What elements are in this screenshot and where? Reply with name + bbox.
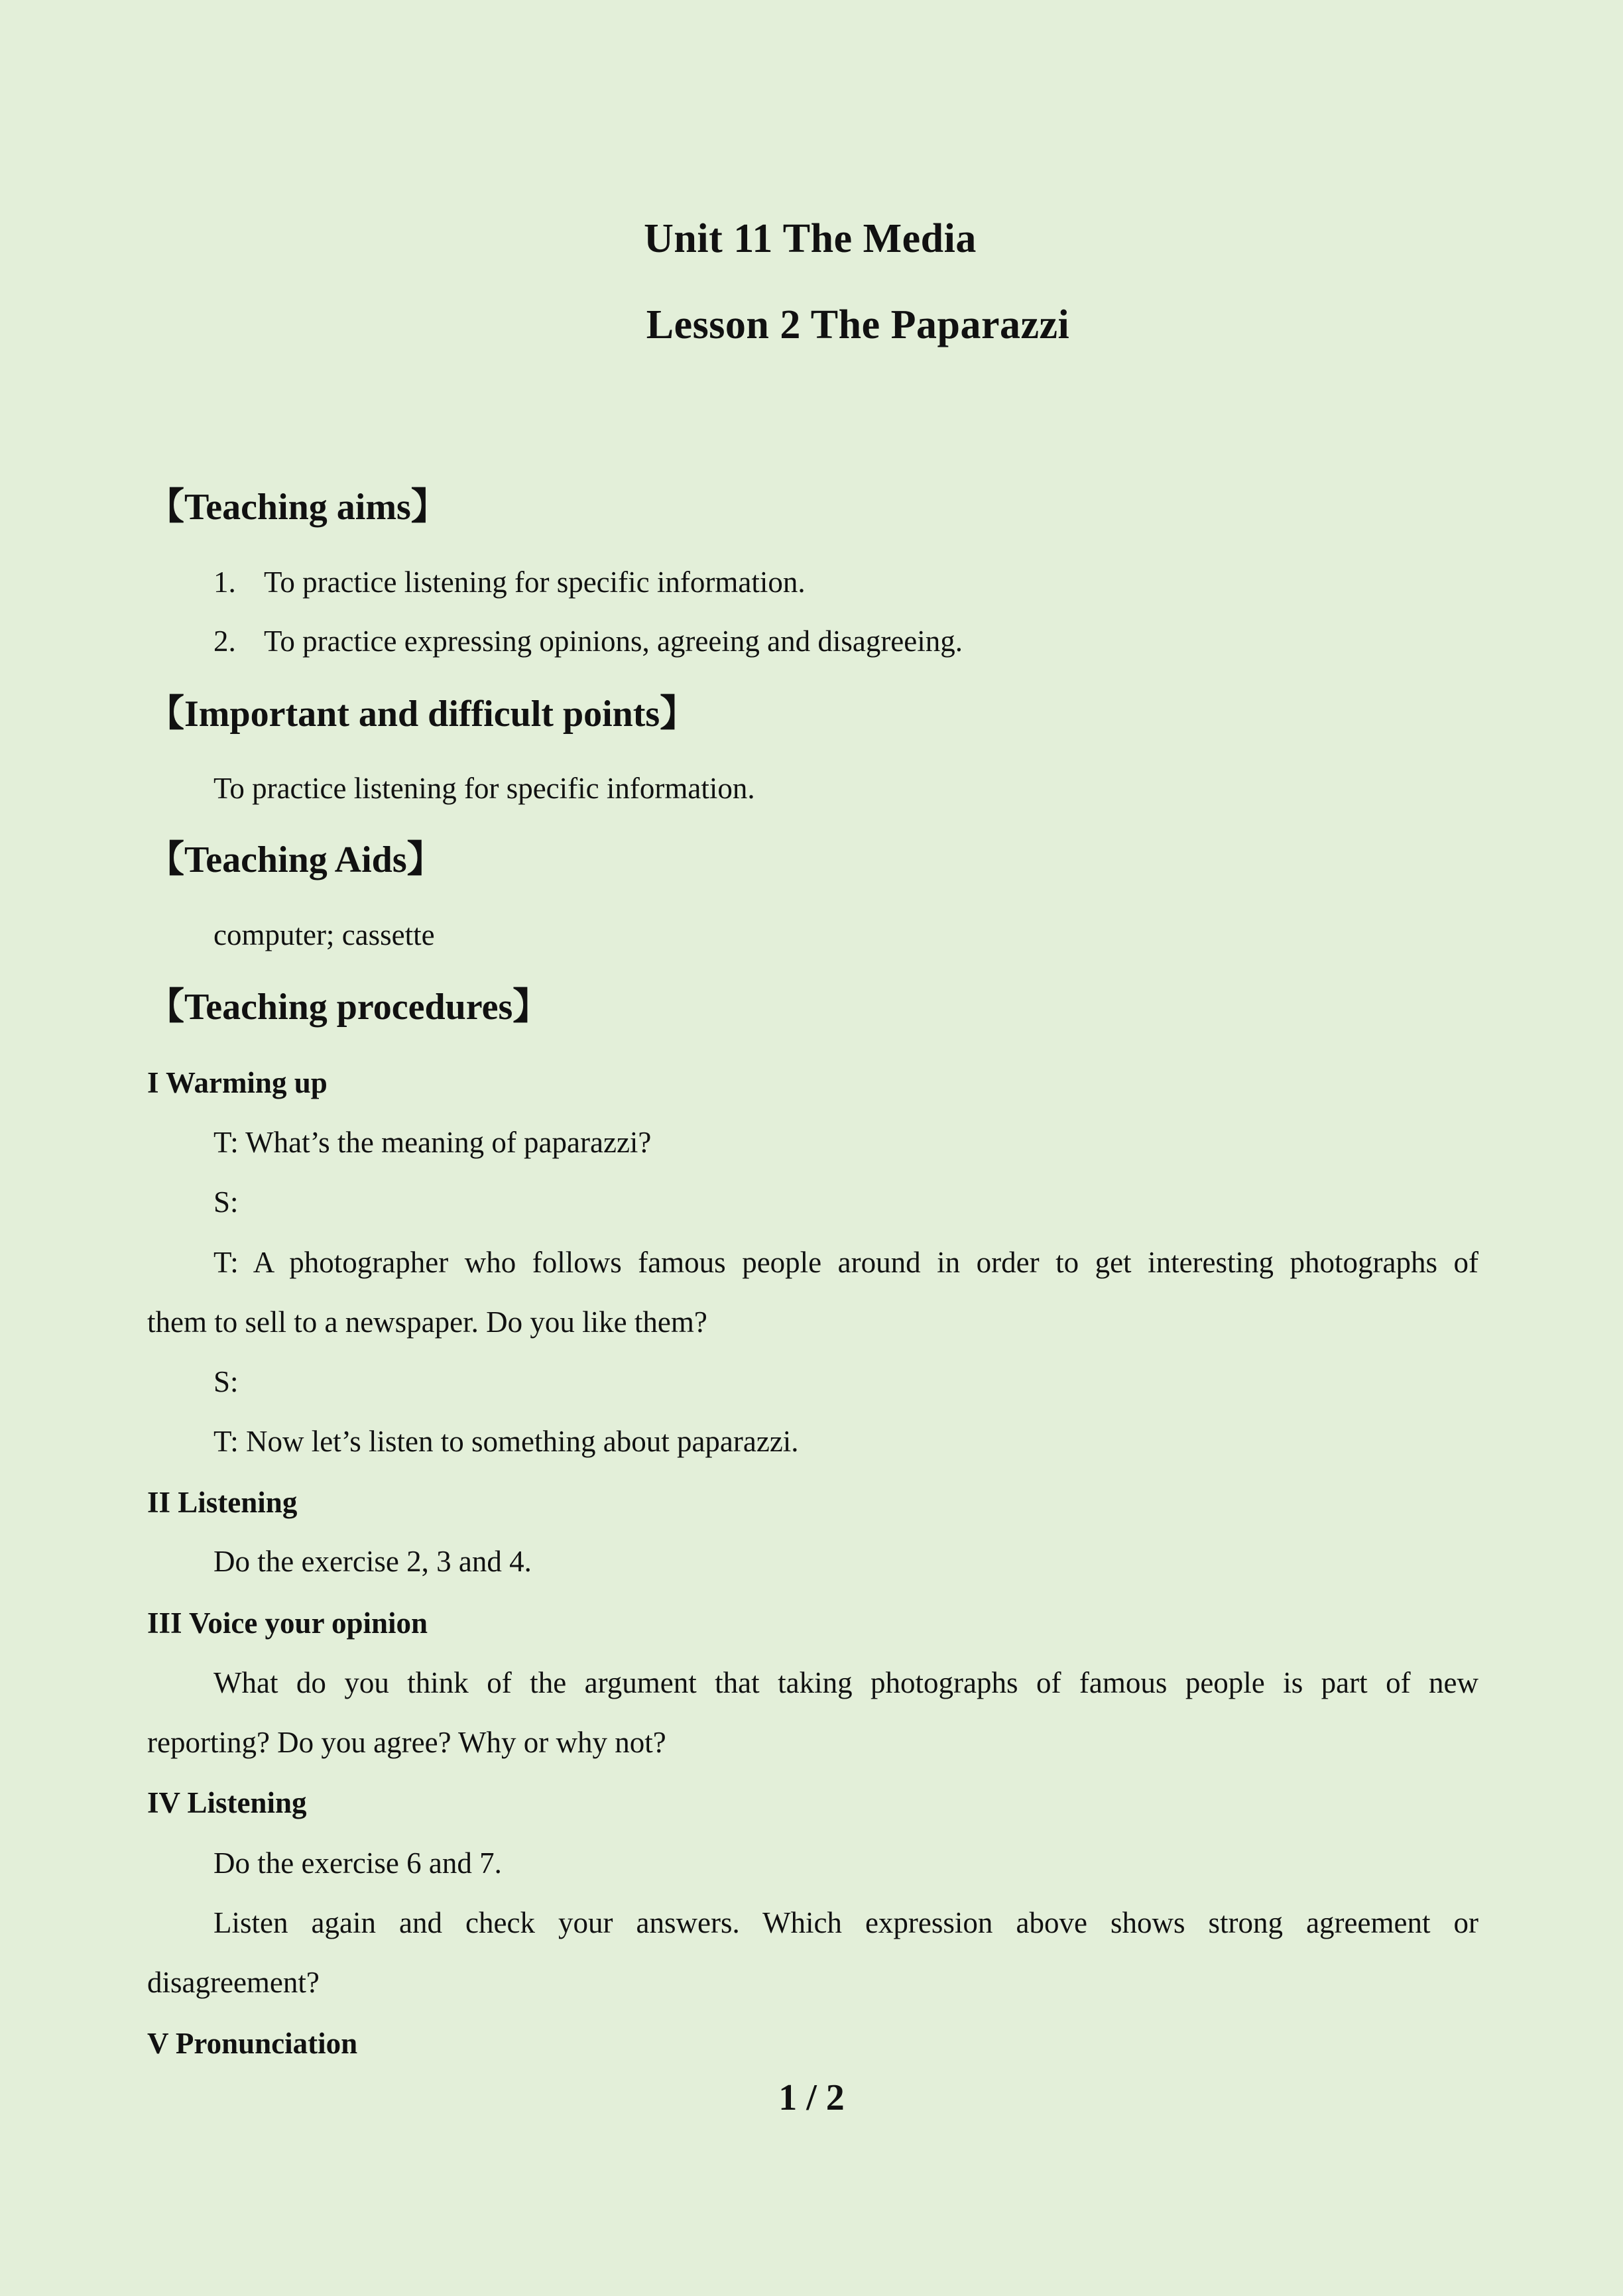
warming-line: S: bbox=[213, 1185, 239, 1219]
warming-line: them to sell to a newspaper. Do you like them? bbox=[147, 1305, 707, 1339]
warming-heading: I Warming up bbox=[147, 1066, 328, 1099]
voice-line: What do you think of the argument that taking photographs of famous people is part of new bbox=[213, 1666, 1478, 1699]
aim-text: To practice expressing opinions, agreeing and disagreeing. bbox=[264, 625, 963, 658]
aids-text: computer; cassette bbox=[213, 918, 435, 951]
aim-text: To practice listening for specific information. bbox=[264, 566, 806, 599]
listening2-line: Do the exercise 6 and 7. bbox=[213, 1846, 502, 1880]
warming-line: T: Now let’s listen to something about paparazzi. bbox=[213, 1425, 799, 1458]
document-title: Unit 11 The Media bbox=[644, 216, 977, 261]
voice-heading: III Voice your opinion bbox=[147, 1606, 428, 1640]
aim-number: 1. bbox=[213, 566, 236, 599]
listening2-line: Listen again and check your answers. Which expression above shows strong agreement or bbox=[213, 1906, 1478, 1939]
listening-line: Do the exercise 2, 3 and 4. bbox=[213, 1545, 532, 1578]
document-subtitle: Lesson 2 The Paparazzi bbox=[646, 302, 1070, 347]
aim-item bbox=[213, 624, 963, 658]
warming-line: T: A photographer who follows famous people around in order to get interesting photographs of bbox=[213, 1246, 1478, 1279]
listening2-line: disagreement? bbox=[147, 1966, 320, 1999]
aims-heading: 【Teaching aims】 bbox=[147, 487, 448, 528]
listening-heading: II Listening bbox=[147, 1486, 298, 1519]
aids-heading: 【Teaching Aids】 bbox=[147, 839, 444, 880]
warming-line: S: bbox=[213, 1365, 239, 1398]
aim-item bbox=[213, 565, 806, 599]
points-text: To practice listening for specific information. bbox=[213, 772, 755, 805]
voice-line: reporting? Do you agree? Why or why not? bbox=[147, 1726, 666, 1759]
page-number: 1 / 2 bbox=[778, 2077, 845, 2118]
listening2-heading: IV Listening bbox=[147, 1786, 307, 1819]
points-heading: 【Important and difficult points】 bbox=[147, 694, 697, 735]
pronunciation-heading: V Pronunciation bbox=[147, 2027, 358, 2060]
warming-line: T: What’s the meaning of paparazzi? bbox=[213, 1126, 652, 1159]
aim-number: 2. bbox=[213, 625, 236, 658]
procedures-heading: 【Teaching procedures】 bbox=[147, 987, 550, 1028]
